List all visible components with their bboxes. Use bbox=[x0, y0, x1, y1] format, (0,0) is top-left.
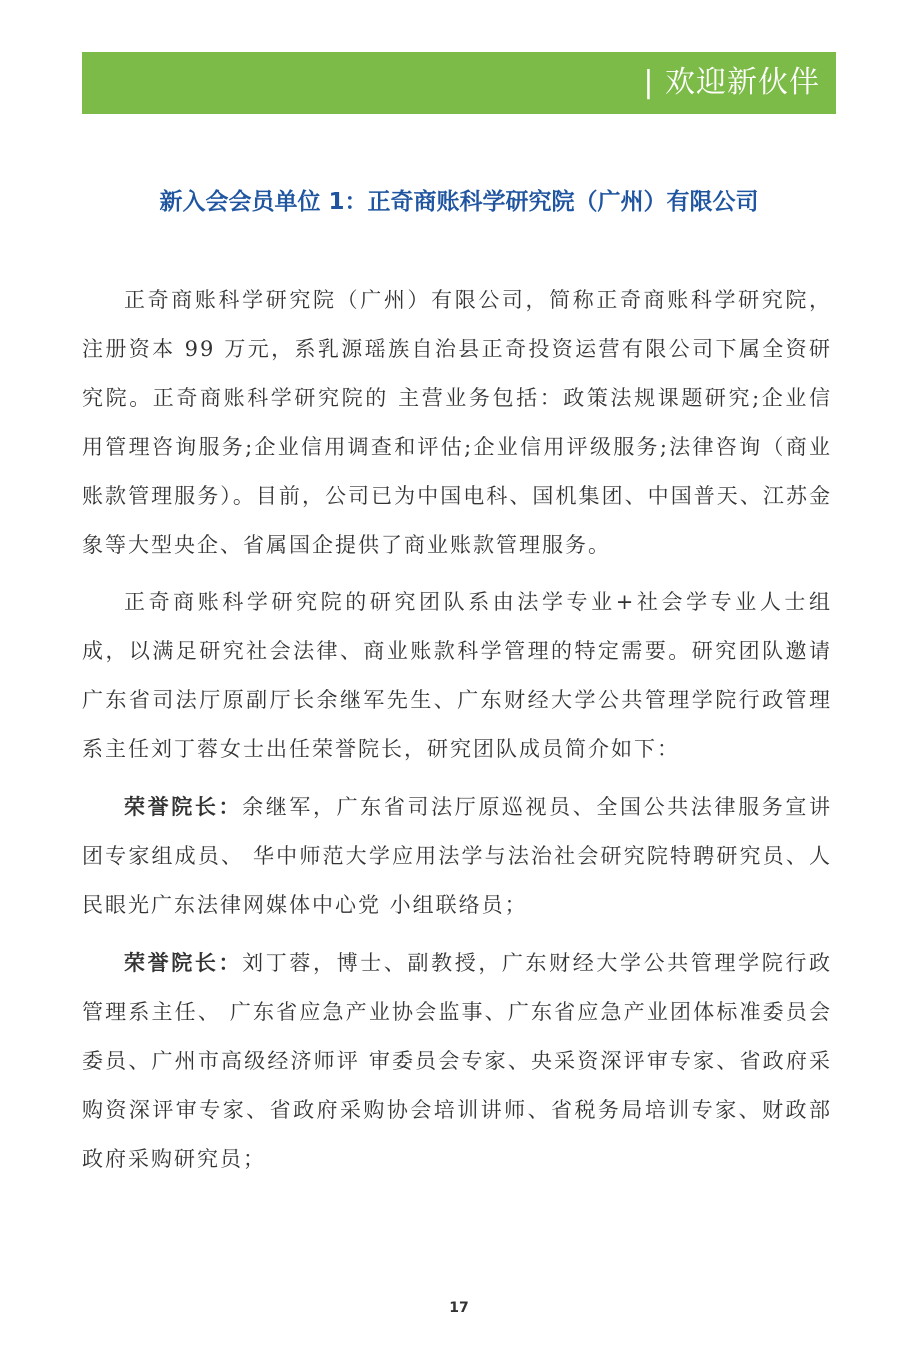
paragraph-honorary-dean-yu bbox=[82, 782, 832, 930]
honorary-dean-yu-text: 余继军，广东省司法厅原巡视员、全国公共法律服务宣讲团专家组成员、 华中师范大学应用法学与法治社会研究院特聘研究员、人民眼光广东法律网媒体中心党 小组联络员； bbox=[82, 795, 833, 917]
honorary-dean-label: 荣誉院长： bbox=[124, 950, 243, 975]
honorary-dean-liu-text: 刘丁蓉，博士、副教授，广东财经大学公共管理学院行政管理系主任、 广东省应急产业协会监事、广东省应急产业团体标准委员会委员、广州市高级经济师评 审委员会专家、央采资深评审专家、省政府采购资深评审专家、省政府采购协会培训讲师、省税务局培训专家、财政部政府采购研究员； bbox=[82, 951, 833, 1171]
paragraph-honorary-dean-liu bbox=[82, 938, 832, 1184]
page-number: 17 bbox=[449, 1300, 469, 1316]
body-text bbox=[82, 276, 832, 1192]
header-bar bbox=[82, 52, 836, 114]
paragraph-intro bbox=[82, 276, 832, 570]
paragraph-team bbox=[82, 578, 832, 774]
section-title: 新入会会员单位 1：正奇商账科学研究院（广州）有限公司 bbox=[159, 189, 759, 215]
paragraph-team-text: 正奇商账科学研究院的研究团队系由法学专业+社会学专业人士组成，以满足研究社会法律、商业账款科学管理的特定需要。研究团队邀请广东省司法厅原副厅长余继军先生、广东财经大学公共管理学院行政管理系主任刘丁蓉女士出任荣誉院长，研究团队成员简介如下： bbox=[82, 590, 832, 761]
header-title: | 欢迎新伙伴 bbox=[643, 65, 820, 100]
honorary-dean-label: 荣誉院长： bbox=[124, 794, 243, 819]
paragraph-intro-text: 正奇商账科学研究院（广州）有限公司，简称正奇商账科学研究院，注册资本 99 万元，系乳源瑶族自治县正奇投资运营有限公司下属全资研究院。正奇商账科学研究院的 主营业务包括：政策法规课题研究;企业信用管理咨询服务;企业信用调查和评估;企业信用评级服务;法律咨询（商业账款管理服务）。目前，公司已为中国电科、国机集团、中国普天、江苏金象等大型央企、省属国企提供了商业账款管理服务。 bbox=[82, 288, 832, 557]
